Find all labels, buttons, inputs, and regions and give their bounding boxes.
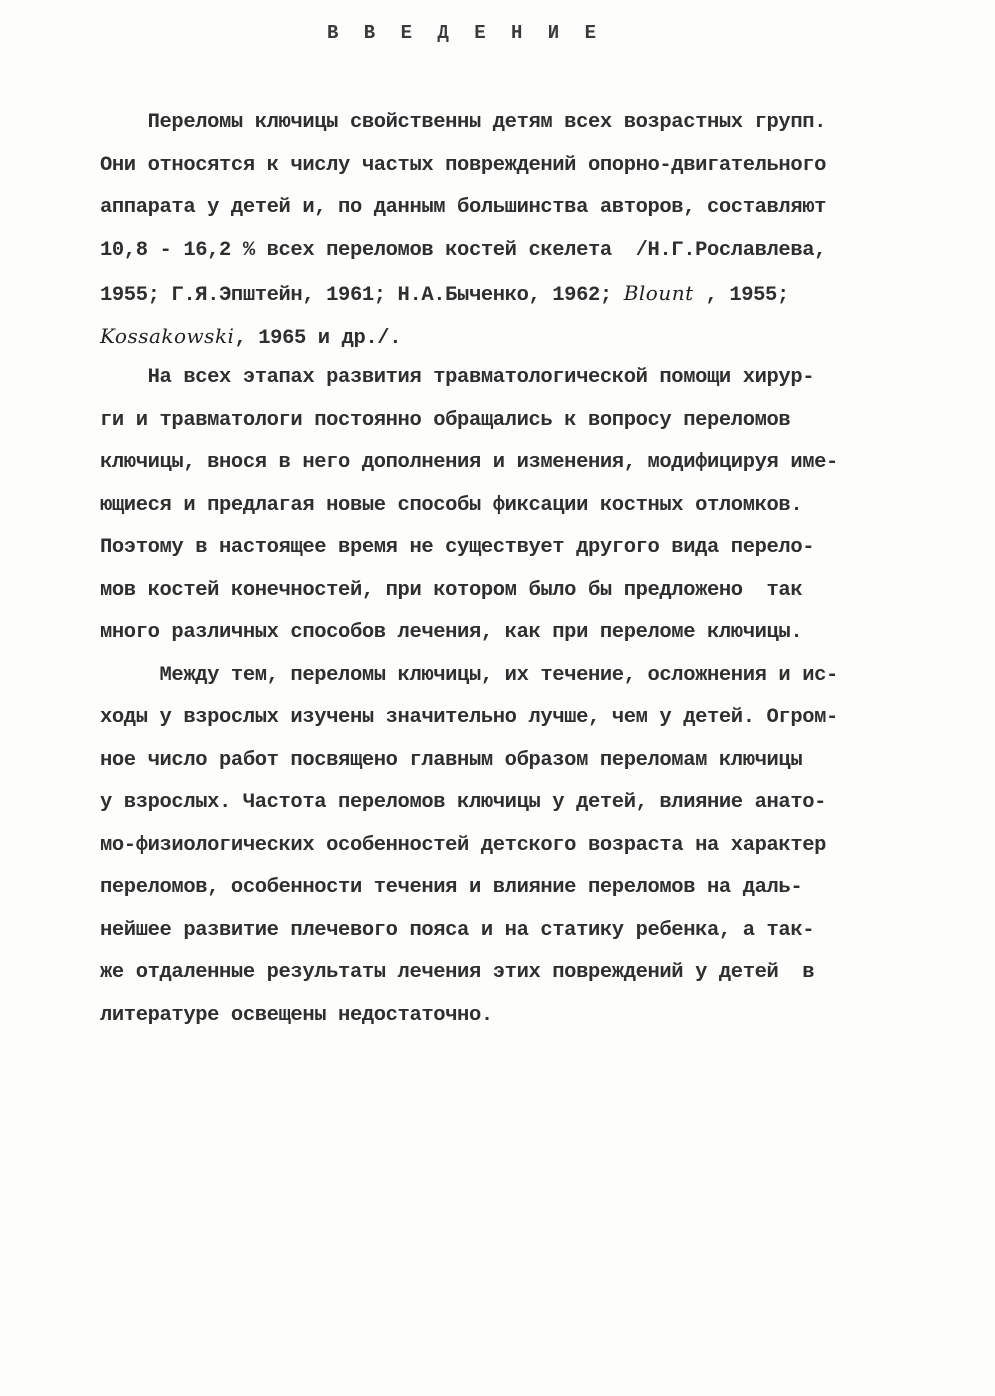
- text-line: нейшее развитие плечевого пояса и на статику ребенка, а так-: [100, 918, 815, 942]
- text-line: ключицы, внося в него дополнения и изменения, модифицируя име-: [100, 451, 838, 474]
- handwritten-author-blount: Blount: [623, 281, 694, 305]
- body-text: [100, 102, 900, 1037]
- text-line: Поэтому в настоящее время не существует другого вида перело-: [100, 536, 815, 559]
- text-line: ное число работ посвящено главным образом переломам ключицы: [100, 748, 803, 772]
- page-title: В В Е Д Е Н И Е: [326, 22, 604, 44]
- text-line: мов костей конечностей, при котором было бы предложено так: [100, 578, 803, 602]
- text-line: 10,8 - 16,2 % всех переломов костей скелета /Н.Г.Рославлева,: [100, 238, 827, 262]
- text-line: же отдаленные результаты лечения этих повреждений у детей в: [100, 961, 815, 984]
- text-line: переломов, особенности течения и влияние переломов на даль-: [100, 876, 803, 899]
- text-line: Они относятся к числу частых повреждений опорно-двигательного: [100, 153, 827, 177]
- text-line: ющиеся и предлагая новые способы фиксации костных отломков.: [100, 493, 803, 517]
- text-line: Переломы ключицы свойственны детям всех возрастных групп.: [100, 111, 827, 134]
- text-line: аппарата у детей и, по данным большинства авторов, составляют: [100, 196, 827, 219]
- text-line: ги и травматологи постоянно обращались к вопросу переломов: [100, 408, 791, 432]
- text-line: На всех этапах развития травматологической помощи хирур-: [100, 366, 815, 389]
- text-line: литературе освещены недостаточно.: [100, 1003, 493, 1027]
- text-line: у взрослых. Частота переломов ключицы у детей, влияние анато-: [100, 791, 827, 814]
- text-line: Между тем, переломы ключицы, их течение, осложнения и ис-: [100, 663, 838, 687]
- text-line: [100, 315, 900, 358]
- citation-text: , 1965 и др./.: [234, 326, 402, 350]
- text-line: [100, 272, 900, 315]
- citation-text: 1955; Г.Я.Эпштейн, 1961; Н.А.Быченко, 1962;: [100, 284, 612, 307]
- citation-year: , 1955;: [693, 284, 789, 307]
- text-line: много различных способов лечения, как при переломе ключицы.: [100, 621, 803, 644]
- text-line: мо-физиологических особенностей детского возраста на характер: [100, 833, 827, 857]
- text-line: ходы у взрослых изучены значительно лучше, чем у детей. Огром-: [100, 706, 838, 729]
- handwritten-author-kossakowski: Kossakowski: [100, 323, 235, 348]
